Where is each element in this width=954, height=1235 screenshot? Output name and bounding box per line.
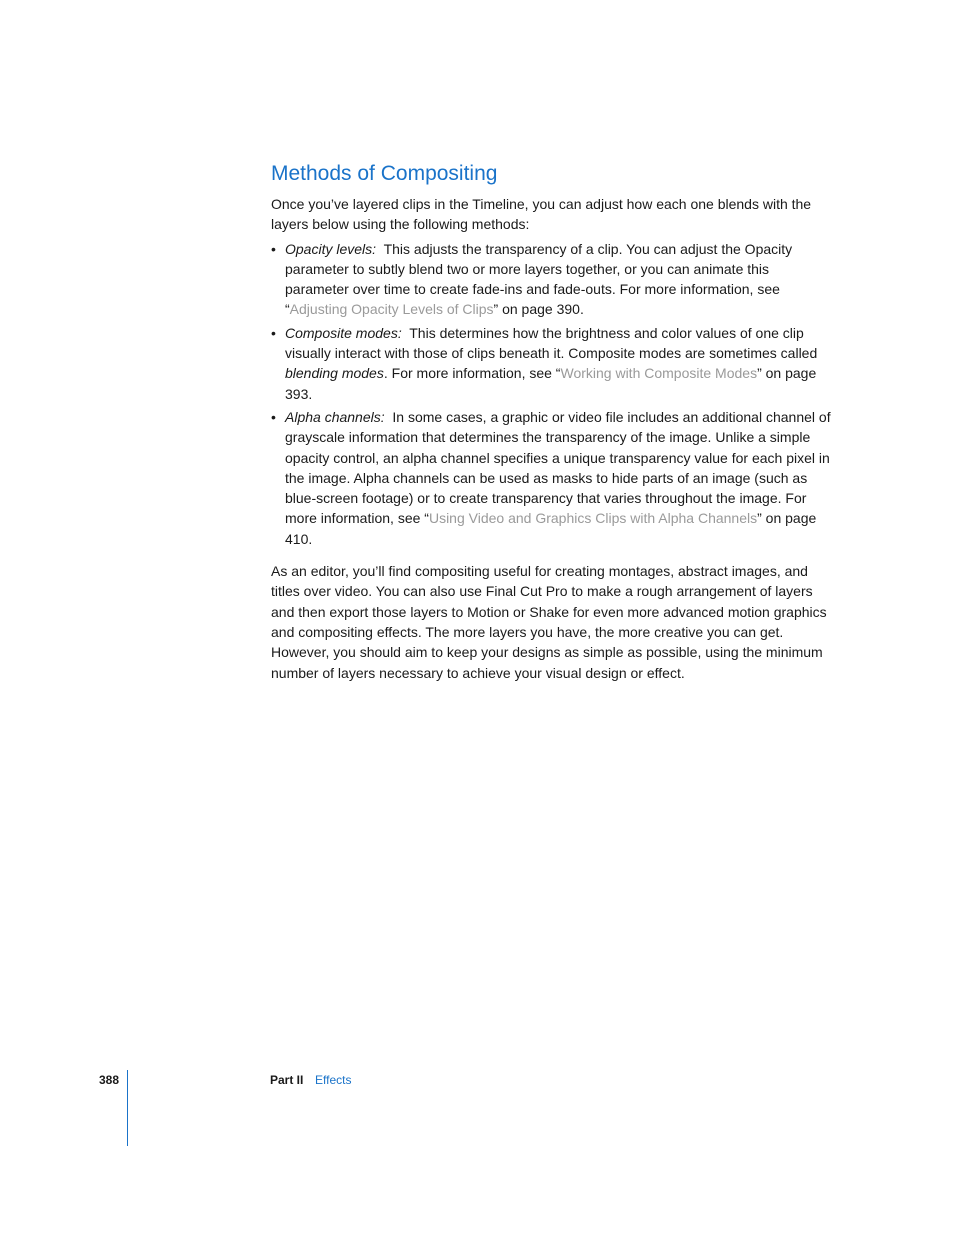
term-label: Composite modes:: [285, 324, 402, 341]
section-heading: Methods of Compositing: [271, 162, 498, 185]
outro-paragraph: As an editor, you’ll find compositing useful for creating montages, abstract images, and titles over video. You can also use Final Cut Pro to make a rough arrangement of layers and then export those layers to Motion or Shake for even more advanced motion graphics and compositing effects. The more layers you have, the more creative you can get. However, you should aim to keep your designs as simple as possible, using the minimum number of layers necessary to achieve your visual design or effect.: [271, 563, 827, 681]
list-item-composite-modes: [271, 323, 831, 404]
list-item-alpha-channels: [271, 407, 831, 549]
item-text-after: ” on page 390.: [493, 301, 584, 318]
list-item-opacity-levels: [271, 239, 831, 320]
cross-reference-link[interactable]: Working with Composite Modes: [560, 365, 758, 382]
intro-paragraph: Once you’ve layered clips in the Timeline, you can adjust how each one blends with the layers below using the following methods:: [271, 196, 812, 233]
methods-list: [271, 239, 831, 549]
cross-reference-link[interactable]: Using Video and Graphics Clips with Alpha Channels: [428, 510, 758, 527]
item-text-middle: . For more information, see “: [383, 365, 561, 382]
page-content: [271, 160, 831, 683]
cross-reference-link[interactable]: Adjusting Opacity Levels of Clips: [289, 301, 494, 318]
item-text: This adjusts the transparency of a clip. You can adjust the Opacity parameter to subtly blend two or more layers together, or you can animate this parameter over time to create fade-ins and fade-outs. For more information, see “: [285, 240, 793, 318]
bullet-icon: •: [271, 408, 276, 425]
footer-section-link[interactable]: Effects: [315, 1073, 352, 1087]
bullet-icon: •: [271, 240, 276, 257]
term-label: Opacity levels:: [285, 240, 377, 257]
footer-part-label: Part II: [270, 1073, 304, 1087]
footer-divider: [127, 1070, 128, 1146]
item-text: In some cases, a graphic or video file includes an additional channel of grayscale information that determines the transparency of the image. Unlike a simple opacity control, an alpha channel specifies a unique transparency value for each pixel in the image. Alpha channels can be used as masks to hide parts of an image (such as blue-screen footage) or to create transparency that varies throughout the image. For more information, see “: [285, 408, 831, 527]
item-text: This determines how the brightness and color values of one clip visually interact with those of clips beneath it. Composite modes are sometimes called: [285, 324, 818, 362]
bullet-icon: •: [271, 324, 276, 341]
page-number: 388: [99, 1073, 120, 1087]
item-text-after: ” on page 410.: [285, 510, 817, 547]
item-text-after: ” on page 393.: [285, 365, 817, 402]
term-label: Alpha channels:: [285, 408, 385, 425]
emphasis-text: blending modes: [285, 365, 384, 382]
